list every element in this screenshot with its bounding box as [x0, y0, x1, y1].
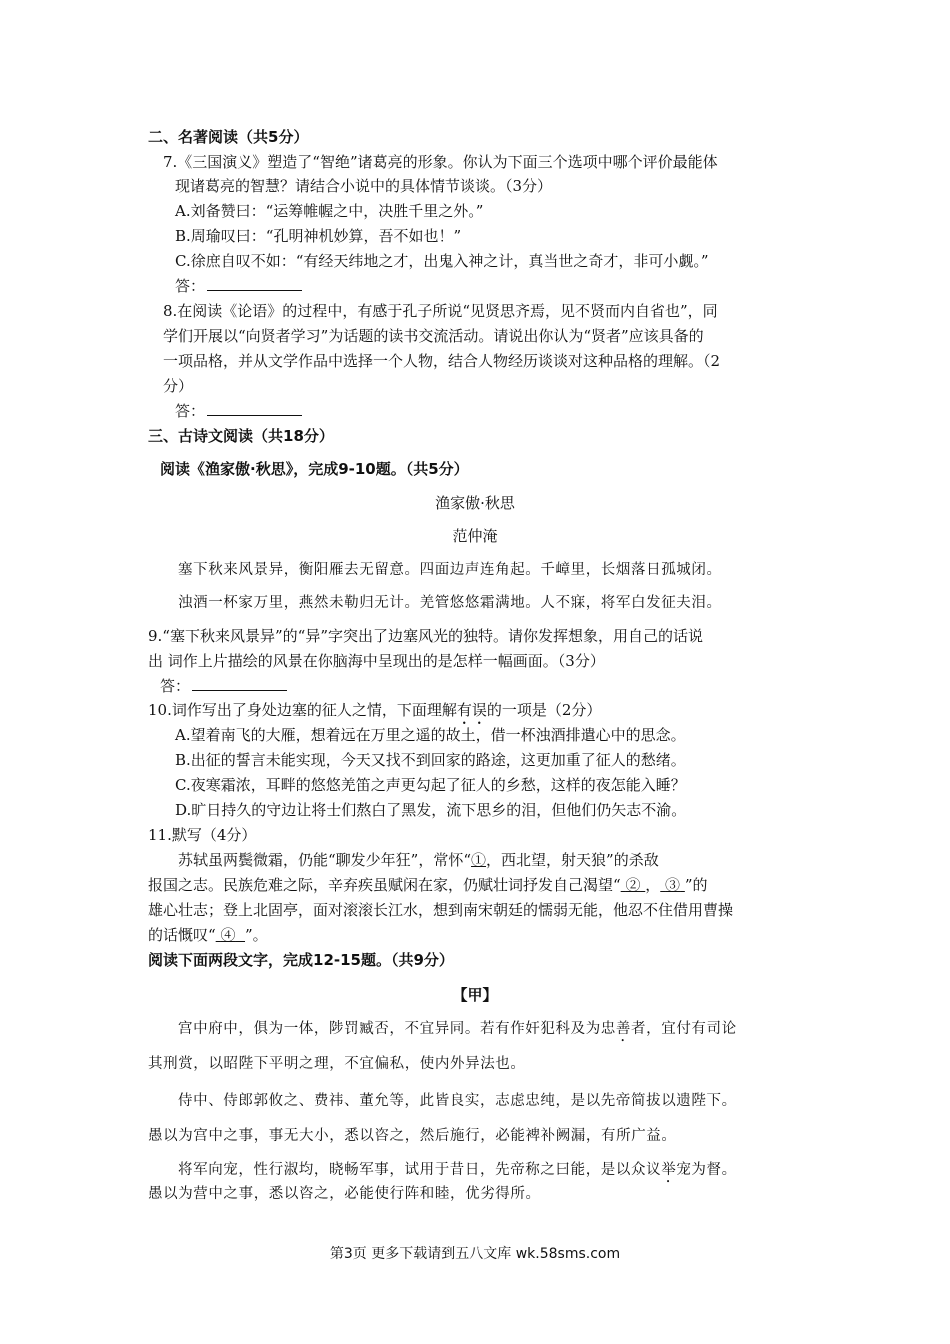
q8-line-3: 一项品格，并从文学作品中选择一个人物，结合人物经历谈谈对这种品格的理解。（2: [163, 352, 721, 370]
q7-option-a: A.刘备赞曰：“运筹帷幄之中，决胜千里之外。”: [175, 202, 484, 220]
poem-line-1: 塞下秋来风景异，衡阳雁去无留意。四面边声连角起。千嶂里，长烟落日孤城闭。: [178, 562, 722, 578]
q11-line-1: [178, 850, 659, 870]
q11-line-4: [148, 925, 268, 945]
q10-stem-emphasis: 有误: [456, 701, 487, 719]
q7-answer: [175, 276, 302, 296]
q9-line-1: 9.“塞下秋来风景异”的“异”字突出了边塞风光的独特。请你发挥想象，用自己的话说: [148, 627, 703, 645]
q11-text: ”。: [245, 926, 268, 944]
q11-blank-3-label: ③: [665, 876, 681, 894]
poem-intro: 阅读《渔家傲·秋思》，完成9-10题。（共5分）: [160, 460, 469, 478]
q7-option-b: B.周瑜叹曰：“孔明神机妙算，吾不如也！”: [175, 227, 462, 245]
q7-answer-blank[interactable]: [207, 276, 302, 291]
q11-blank-3[interactable]: [660, 876, 685, 894]
prose-p1-line-1: [178, 1019, 737, 1045]
q8-line-2: 学们开展以“向贤者学习”为话题的读书交流活动。请说出你认为“贤者”应该具备的: [163, 327, 704, 345]
q10-stem-pre: 10.词作写出了身处边塞的征人之情，下面理解: [148, 701, 457, 719]
q9-answer-label: 答：: [160, 677, 191, 695]
q7-line-2: 现诸葛亮的智慧？请结合小说中的具体情节谈谈。（3分）: [175, 177, 553, 195]
prose-emphasis: 举: [661, 1162, 677, 1178]
q11-text: 的话慨叹“: [148, 926, 216, 944]
q8-answer: [175, 401, 302, 421]
q9-line-2: 出 词作上片描绘的风景在你脑海中呈现出的是怎样一幅画面。（3分）: [148, 652, 605, 670]
prose-p2-line-2: 愚以为宫中之事，事无大小，悉以咨之，然后施行，必能裨补阙漏，有所广益。: [148, 1128, 677, 1144]
q9-answer-blank[interactable]: [192, 676, 287, 691]
poem-line-2: 浊酒一杯家万里，燕然未勒归无计。羌管悠悠霜满地。人不寐，将军白发征夫泪。: [178, 595, 722, 611]
prose-emphasis: 善: [615, 1021, 632, 1037]
prose-p1-line-2: 其刑赏，以昭陛下平明之理，不宜偏私，使内外异法也。: [148, 1056, 526, 1072]
q11-blank-4[interactable]: [216, 926, 245, 944]
q11-label: 11.默写（4分）: [148, 826, 257, 844]
q11-blank-2-label: ②: [625, 876, 641, 894]
q11-blank-2[interactable]: [621, 876, 646, 894]
poem-title: 渔家傲·秋思: [435, 494, 515, 512]
q11-text: ”的: [684, 876, 708, 894]
prose-text: 宫中府中，俱为一体，陟罚臧否，不宜异同。若有作奸犯科及为忠: [178, 1021, 616, 1037]
q10-option-c: C.夜寒霜浓，耳畔的悠悠羌笛之声更勾起了征人的乡愁，这样的夜怎能入睡？: [175, 776, 686, 794]
q11-text: ，西北望，射天狼”的杀敌: [486, 851, 659, 869]
q11-line-2: [148, 875, 708, 895]
q8-answer-label: 答：: [175, 402, 206, 420]
section-3-heading: 三、古诗文阅读（共18分）: [148, 427, 334, 445]
q10-option-d: D.旷日持久的守边让将士们熬白了黑发，流下思乡的泪，但他们仍矢志不渝。: [175, 801, 687, 819]
q7-option-c: C.徐庶自叹不如：“有经天纬地之才，出鬼入神之计，真当世之奇才，非可小觑。”: [175, 252, 709, 270]
q7-line-1: 7.《三国演义》塑造了“智绝”诸葛亮的形象。你认为下面三个选项中哪个评价最能体: [163, 153, 718, 171]
q11-line-3: 雄心壮志；登上北固亭，面对滚滚长江水，想到南宋朝廷的懦弱无能，他忍不住借用曹操: [148, 901, 734, 919]
q10-stem: [148, 700, 601, 728]
q9-answer: [160, 676, 287, 696]
q11-text: 苏轼虽两鬓微霜，仍能“聊发少年狂”，常怀“: [178, 851, 472, 869]
prose-text: 将军向宠，性行淑均，晓畅军事，试用于昔日，先帝称之曰能，是以众议: [178, 1162, 662, 1178]
prose-p3-line-2: 愚以为营中之事，悉以咨之，必能使行阵和睦，优劣得所。: [148, 1186, 541, 1202]
prose-p3-line-1: [178, 1160, 737, 1186]
q11-text: 报国之志。民族危难之际，辛弃疾虽赋闲在家，仍赋壮词抒发自己渴望“: [148, 876, 621, 894]
prose-intro: 阅读下面两段文字，完成12-15题。（共9分）: [148, 951, 454, 969]
poem-author: 范仲淹: [452, 527, 498, 545]
q8-line-4: 分）: [163, 377, 194, 395]
prose-text: 者，宜付有司论: [631, 1021, 737, 1037]
q8-line-1: 8.在阅读《论语》的过程中，有感于孔子所说“见贤思齐焉，见不贤而内自省也”，同: [163, 302, 718, 320]
page-footer: 第3页 更多下载请到五八文库 wk.58sms.com: [329, 1246, 621, 1262]
q10-stem-post: 的一项是（2分）: [486, 701, 602, 719]
q11-blank-4-label: ④: [220, 926, 236, 944]
prose-jia-heading: 【甲】: [452, 986, 498, 1004]
prose-p2-line-1: 侍中、侍郎郭攸之、费祎、董允等，此皆良实，志虑忠纯，是以先帝简拔以遗陛下。: [178, 1093, 737, 1109]
q8-answer-blank[interactable]: [207, 401, 302, 416]
q7-answer-label: 答：: [175, 277, 206, 295]
q10-option-b: B.出征的誓言未能实现，今天又找不到回家的路途，这更加重了征人的愁绪。: [175, 751, 686, 769]
q10-option-a: A.望着南飞的大雁，想着远在万里之遥的故土，借一杯浊酒排遣心中的思念。: [175, 726, 686, 744]
q11-text: ，: [645, 876, 661, 894]
q11-blank-1[interactable]: ①: [471, 851, 487, 869]
section-2-heading: 二、名著阅读（共5分）: [148, 128, 309, 146]
prose-text: 宠为督。: [676, 1162, 737, 1178]
